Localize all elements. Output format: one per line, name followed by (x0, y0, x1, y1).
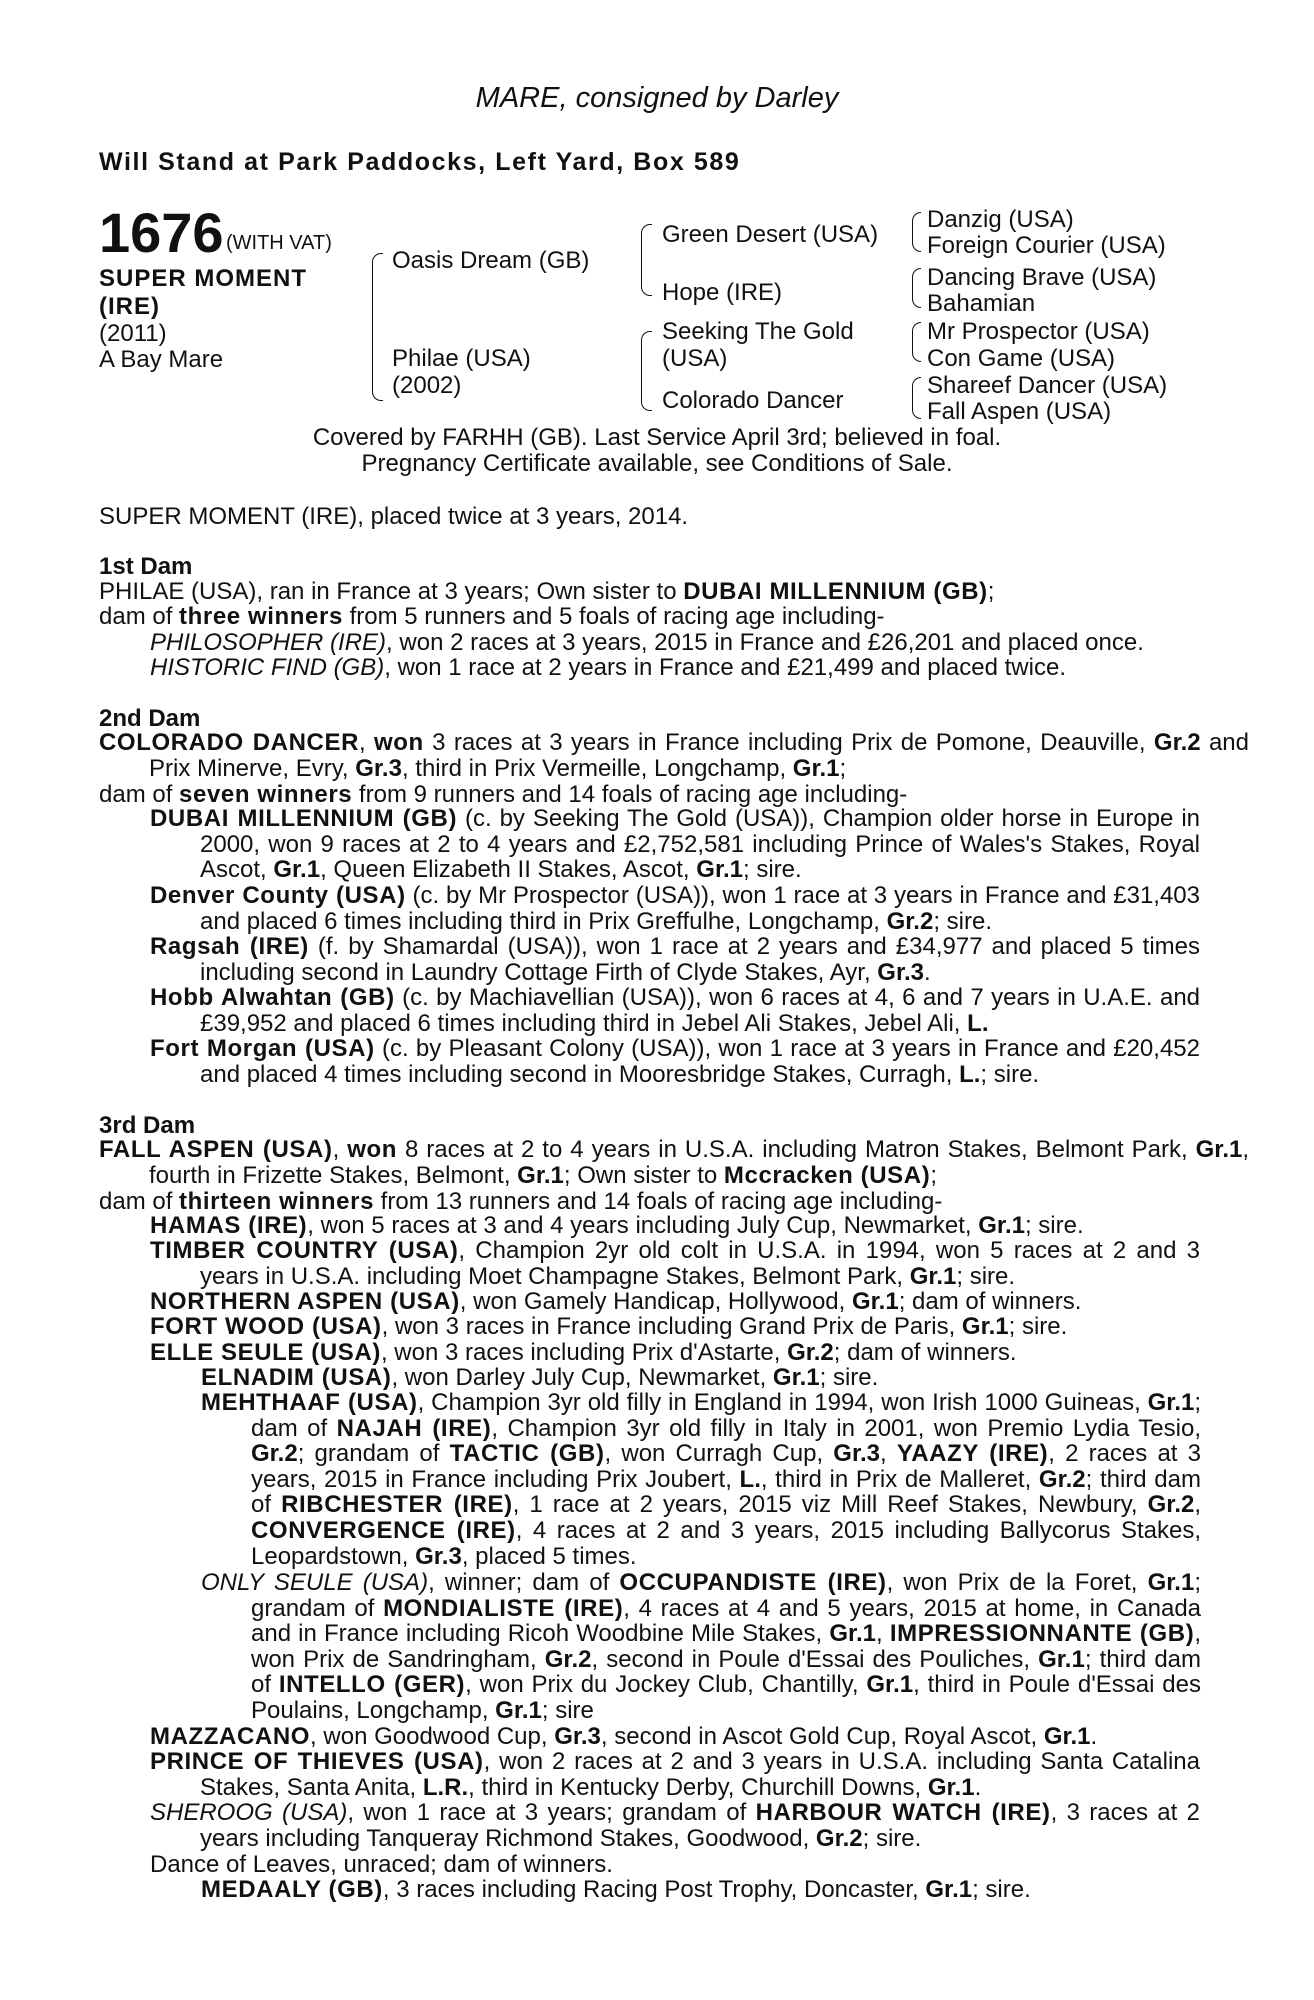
produce-mehthaaf: MEHTHAAF (USA), Champion 3yr old filly in England in 1994, won Irish 1000 Guineas, Gr.1; dam of NAJAH (IRE), Champion 3yr old filly in Italy in 2001, won Premio Lydia Tesio, Gr.2; grandam of TACTIC (GB), won Curragh Cup, Gr.3, YAAZY (IRE), 2 races at 3 years, 2015 in France including Prix Joubert, L., third in Prix de Malleret, Gr.2; third dam of RIBCHESTER (IRE), 1 race at 2 years, 2015 viz Mill Reef Stakes, Newbury, Gr.2, CONVERGENCE (IRE), 4 races at 2 and 3 years, 2015 including Ballycorus Stakes, Leopardstown, Gr.3, placed 5 times. (201, 1389, 1202, 1570)
dam-year: (2002) (392, 372, 462, 399)
covered-line-2: Pregnancy Certificate available, see Conditions of Sale. (361, 450, 953, 477)
third-dam-heading: 3rd Dam (99, 1112, 196, 1139)
dam: Philae (USA) (392, 345, 531, 372)
grandsire-1: Danzig (USA) (927, 206, 1074, 233)
produce-fort-morgan: Fort Morgan (USA) (c. by Pleasant Colony (USA)), won 1 race at 3 years in France and £20,452 and placed 4 times including second in Mooresbridge Stakes, Curragh, L.; sire. (150, 1035, 1200, 1088)
produce-fort-wood: FORT WOOD (USA), won 3 races in France including Grand Prix de Paris, Gr.1; sire. (150, 1313, 1068, 1340)
produce-ragsah: Ragsah (IRE) (f. by Shamardal (USA)), won 1 race at 2 years and £34,977 and placed 5 times including second in Laundry Cottage Firth of Clyde Stakes, Ayr, Gr.3. (150, 933, 1200, 986)
sire-dam: Hope (IRE) (662, 279, 783, 306)
first-dam-line: PHILAE (USA), ran in France at 3 years; Own sister to DUBAI MILLENNIUM (GB); (99, 578, 995, 605)
pedigree-brace-gg1 (912, 212, 921, 252)
third-dam-produce-line: dam of thirteen winners from 13 runners and 14 foals of racing age including- (99, 1188, 943, 1215)
produce-only-seule: ONLY SEULE (USA), winner; dam of OCCUPANDISTE (IRE), won Prix de la Foret, Gr.1; grandam of MONDIALISTE (IRE), 4 races at 4 and 5 years, 2015 at home, in Canada and in France including Ricoh Woodbine Mile Stakes, Gr.1, IMPRESSIONNANTE (GB), won Prix de Sandringham, Gr.2, second in Poule d'Essai des Pouliches, Gr.1; third dam of INTELLO (GER), won Prix du Jockey Club, Chantilly, Gr.1, third in Poule d'Essai des Poulains, Longchamp, Gr.1; sire (201, 1569, 1202, 1724)
horse-description: A Bay Mare (99, 346, 224, 373)
produce-hamas: HAMAS (IRE), won 5 races at 3 and 4 years including July Cup, Newmarket, Gr.1; sire. (150, 1212, 1084, 1239)
sire-sire: Green Desert (USA) (662, 221, 879, 248)
produce-elnadim: ELNADIM (USA), won Darley July Cup, Newmarket, Gr.1; sire. (201, 1364, 879, 1391)
grandsire-6: Con Game (USA) (927, 345, 1116, 372)
vat-note: (WITH VAT) (226, 232, 332, 254)
second-dam-produce-line: dam of seven winners from 9 runners and 14 foals of racing age including- (99, 781, 908, 808)
third-dam-record: FALL ASPEN (USA), won 8 races at 2 to 4 years in U.S.A. including Matron Stakes, Belmont Park, Gr.1, fourth in Frizette Stakes, Belmont, Gr.1; Own sister to Mccracken (USA); (99, 1136, 1250, 1189)
foaling-year: (2011) (99, 320, 167, 347)
grandsire-2: Foreign Courier (USA) (927, 232, 1166, 259)
produce-mazzacano: MAZZACANO, won Goodwood Cup, Gr.3, second in Ascot Gold Cup, Royal Ascot, Gr.1. (150, 1723, 1098, 1750)
produce-medaaly: MEDAALY (GB), 3 races including Racing Post Trophy, Doncaster, Gr.1; sire. (201, 1876, 1031, 1903)
horse-suffix: (IRE) (99, 293, 160, 320)
dubai-millennium-ref: DUBAI MILLENNIUM (GB) (683, 578, 988, 605)
first-dam-produce-line: dam of three winners from 5 runners and 5 foals of racing age including- (99, 603, 885, 630)
pedigree-brace-gg4 (912, 377, 921, 419)
page-title: MARE, consigned by Darley (475, 82, 839, 114)
produce-sheroog: SHEROOG (USA), won 1 race at 3 years; grandam of HARBOUR WATCH (IRE), 3 races at 2 years including Tanqueray Richmond Stakes, Goodwood, Gr.2; sire. (150, 1799, 1200, 1852)
produce-dance-of-leaves: Dance of Leaves, unraced; dam of winners. (150, 1851, 613, 1878)
pedigree-brace-gg3 (912, 322, 921, 362)
first-dam-heading: 1st Dam (99, 553, 193, 580)
pedigree-brace-sire (641, 224, 652, 296)
produce-historic-find: HISTORIC FIND (GB), won 1 race at 2 years in France and £21,499 and placed twice. (150, 654, 1066, 681)
grandsire-7: Shareef Dancer (USA) (927, 372, 1168, 399)
second-dam-record: COLORADO DANCER, won 3 races at 3 years in France including Prix de Pomone, Deauville, Gr.2 and Prix Minerve, Evry, Gr.3, third in Prix Vermeille, Longchamp, Gr.1; (99, 729, 1249, 782)
produce-denver-county: Denver County (USA) (c. by Mr Prospector (USA)), won 1 race at 3 years in France and £31,403 and placed 6 times including third in Prix Greffulhe, Longchamp, Gr.2; sire. (150, 882, 1200, 935)
produce-prince-of-thieves: PRINCE OF THIEVES (USA), won 2 races at 2 and 3 years in U.S.A. including Santa Catalina Stakes, Santa Anita, L.R., third in Kentucky Derby, Churchill Downs, Gr.1. (150, 1748, 1200, 1801)
pedigree-brace-main (372, 253, 383, 401)
dam-sire-country: (USA) (662, 345, 728, 372)
race-summary: SUPER MOMENT (IRE), placed twice at 3 years, 2014. (99, 503, 689, 530)
stand-location: Will Stand at Park Paddocks, Left Yard, Box 589 (99, 148, 741, 176)
produce-timber-country: TIMBER COUNTRY (USA), Champion 2yr old colt in U.S.A. in 1994, won 5 races at 2 and 3 years in U.S.A. including Moet Champagne Stakes, Belmont Park, Gr.1; sire. (150, 1237, 1200, 1290)
produce-elle-seule: ELLE SEULE (USA), won 3 races including Prix d'Astarte, Gr.2; dam of winners. (150, 1339, 1017, 1366)
grandsire-4: Bahamian (927, 290, 1036, 317)
sire: Oasis Dream (GB) (392, 247, 590, 274)
dam-dam: Colorado Dancer (662, 387, 844, 414)
grandsire-8: Fall Aspen (USA) (927, 398, 1112, 425)
covered-line-1: Covered by FARHH (GB). Last Service April 3rd; believed in foal. (312, 424, 1002, 451)
produce-philosopher: PHILOSOPHER (IRE), won 2 races at 3 years, 2015 in France and £26,201 and placed once. (150, 629, 1144, 656)
lot-number: 1676 (99, 201, 224, 264)
produce-hobb-alwahtan: Hobb Alwahtan (GB) (c. by Machiavellian (USA)), won 6 races at 4, 6 and 7 years in U.A.E. and £39,952 and placed 6 times including third in Jebel Ali Stakes, Jebel Ali, L. (150, 984, 1201, 1037)
winners-count: three winners (179, 603, 343, 630)
pedigree-brace-dam (641, 331, 652, 411)
grandsire-3: Dancing Brave (USA) (927, 264, 1157, 291)
produce-northern-aspen: NORTHERN ASPEN (USA), won Gamely Handicap, Hollywood, Gr.1; dam of winners. (150, 1288, 1082, 1315)
horse-name: SUPER MOMENT (99, 265, 308, 292)
dam-sire: Seeking The Gold (662, 318, 854, 345)
pedigree-brace-gg2 (912, 268, 921, 308)
produce-dubai-millennium: DUBAI MILLENNIUM (GB) (c. by Seeking The Gold (USA)), Champion older horse in Europe in 2000, won 9 races at 2 to 4 years and £2,752,581 including Prince of Wales's Stakes, Royal Ascot, Gr.1, Queen Elizabeth II Stakes, Ascot, Gr.1; sire. (150, 805, 1201, 884)
second-dam-heading: 2nd Dam (99, 705, 201, 732)
grandsire-5: Mr Prospector (USA) (927, 318, 1150, 345)
